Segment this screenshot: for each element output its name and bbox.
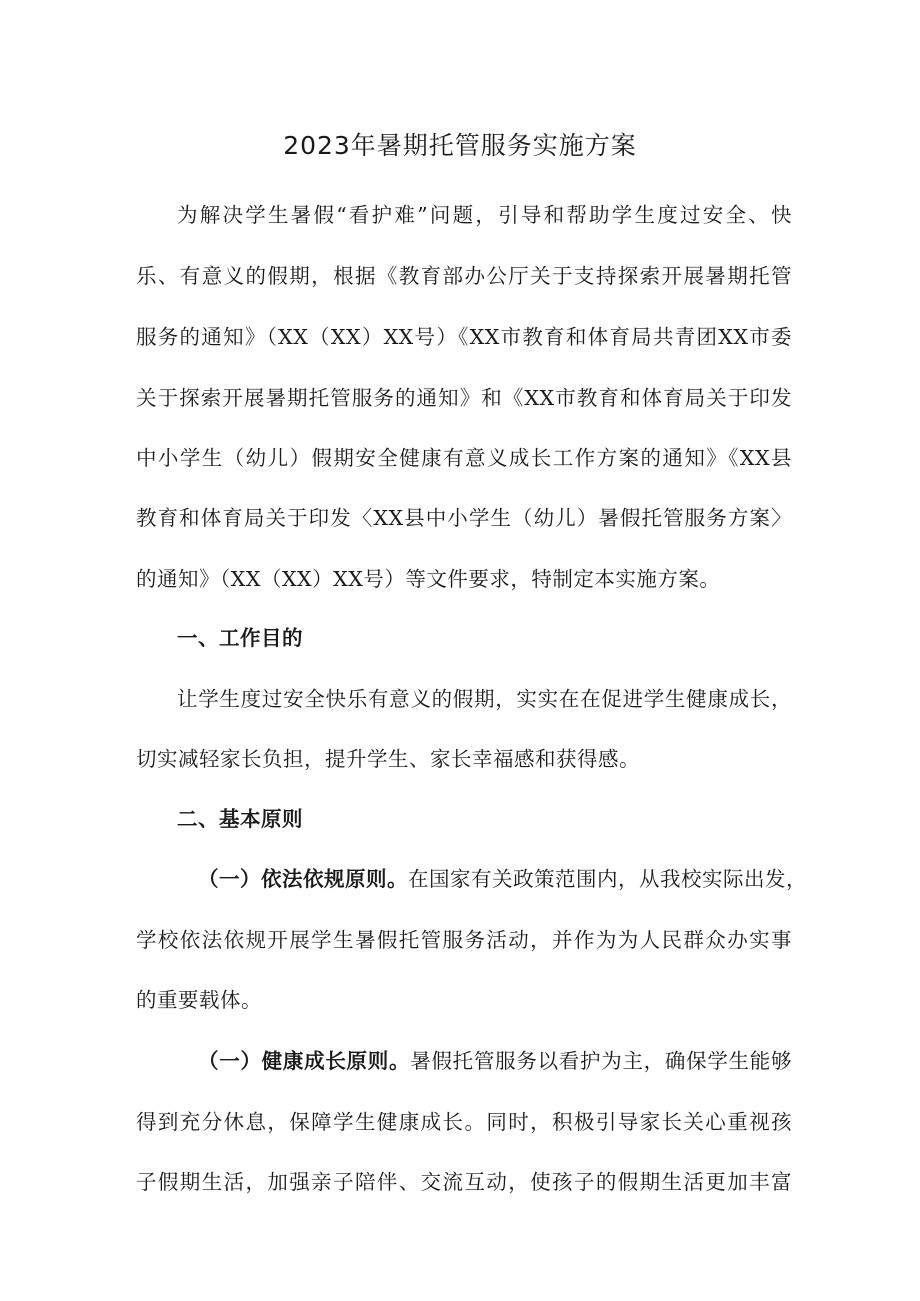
principle-1-line-2: 学校依法依规开展学生暑假托管服务活动，并作为为人民群众办实事 [136, 928, 792, 952]
principle-2-label: （一）健康成长原则。 [198, 1049, 411, 1073]
principle-2-first-line [198, 1045, 792, 1077]
intro-line-3: 服务的通知》（XX（XX）XX号）《XX市教育和体育局共青团XX市委 [136, 325, 792, 349]
intro-line-5: 中小学生（幼儿）假期安全健康有意义成长工作方案的通知》《XX县 [136, 446, 792, 470]
document-title: 2023年暑期托管服务实施方案 [283, 131, 637, 160]
goals-line-2: 切实减轻家长负担，提升学生、家长幸福感和获得感。 [136, 747, 640, 771]
section-heading-principles: 二、基本原则 [177, 807, 303, 831]
principle-2-line-2: 得到充分休息，保障学生健康成长。同时，积极引导家长关心重视孩 [136, 1110, 792, 1134]
principle-1-text: 在国家有关政策范围内，从我校实际出发， [408, 867, 807, 891]
intro-line-2: 乐、有意义的假期，根据《教育部办公厅关于支持探索开展暑期托管 [136, 264, 792, 288]
intro-line-4: 关于探索开展暑期托管服务的通知》和《XX市教育和体育局关于印发 [136, 386, 792, 410]
intro-line-1: 为解决学生暑假“看护难”问题，引导和帮助学生度过安全、快 [177, 203, 792, 227]
intro-line-6: 教育和体育局关于印发〈XX县中小学生（幼儿）暑假托管服务方案〉 [136, 506, 792, 530]
intro-line-7: 的通知》（XX（XX）XX号）等文件要求，特制定本实施方案。 [136, 567, 721, 591]
section-heading-goals: 一、工作目的 [177, 626, 303, 650]
principle-2-text: 暑假托管服务以看护为主，确保学生能够 [410, 1049, 793, 1073]
goals-line-1: 让学生度过安全快乐有意义的假期，实实在在促进学生健康成长， [177, 687, 792, 711]
principle-2-line-3: 子假期生活，加强亲子陪伴、交流互动，使孩子的假期生活更加丰富 [136, 1170, 792, 1194]
principle-1-label: （一）依法依规原则。 [198, 867, 408, 891]
principle-1-first-line [198, 863, 807, 895]
principle-1-line-3: 的重要载体。 [136, 988, 262, 1012]
